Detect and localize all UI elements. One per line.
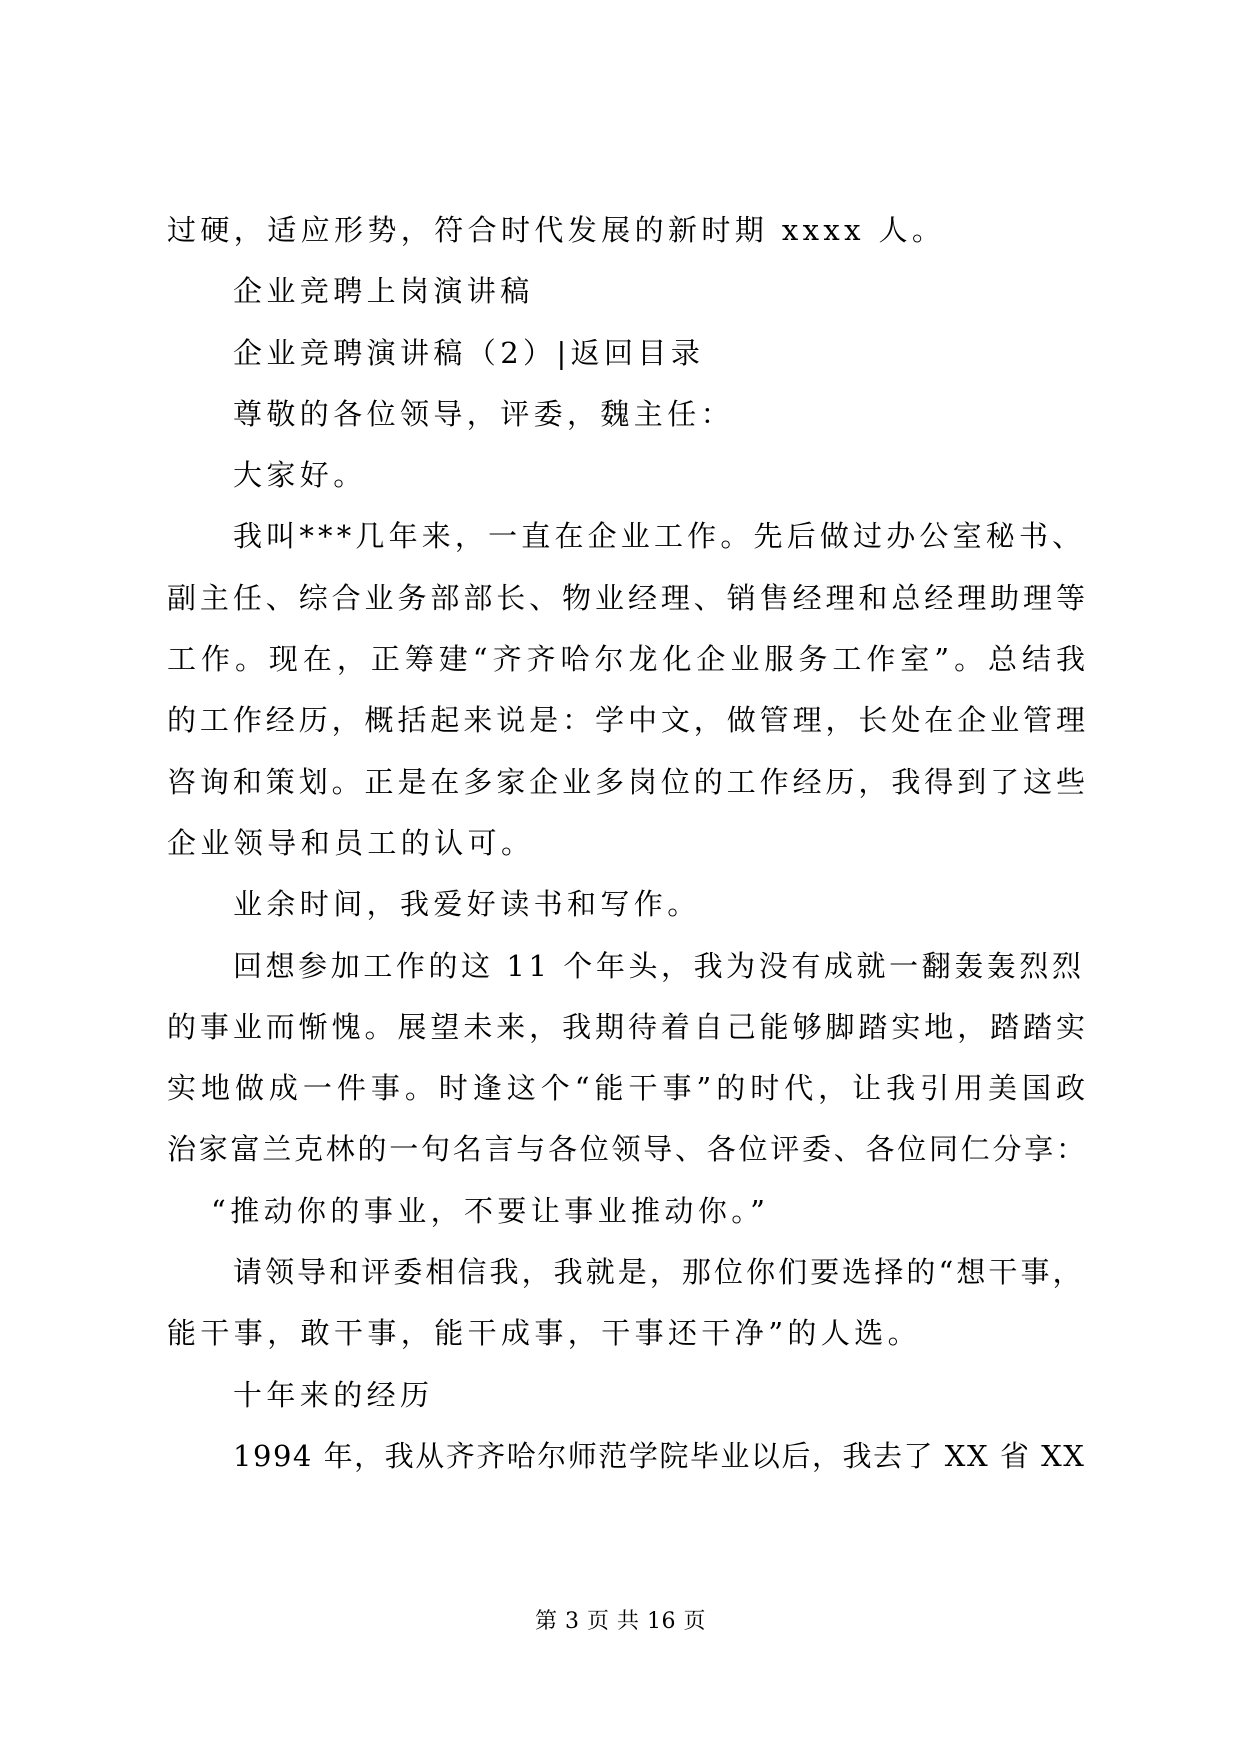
text-line: 工作。现在，正筹建“齐齐哈尔龙化企业服务工作室”。总结我 <box>167 642 1085 677</box>
quote-line: “推动你的事业，不要让事业推动你。” <box>211 1193 770 1228</box>
text-line: 咨询和策划。正是在多家企业多岗位的工作经历，我得到了这些 <box>167 764 1085 799</box>
text-line: 实地做成一件事。时逢这个“能干事”的时代，让我引用美国政 <box>167 1071 1085 1106</box>
text-line: 的事业而惭愧。展望未来，我期待着自己能够脚踏实地，踏踏实 <box>167 1009 1085 1044</box>
text-line: 能干事，敢干事，能干成事，干事还干净”的人选。 <box>167 1316 922 1351</box>
page-footer <box>0 1604 1241 1635</box>
text-line: 1994 年，我从齐齐哈尔师范学院毕业以后，我去了 XX 省 XX <box>233 1438 1086 1473</box>
text-line: 我叫***几年来，一直在企业工作。先后做过办公室秘书、 <box>233 519 1086 554</box>
text-line: 企业领导和员工的认可。 <box>167 825 535 860</box>
text-line: 请领导和评委相信我，我就是，那位你们要选择的“想干事， <box>233 1255 1085 1290</box>
text-line: 大家好。 <box>233 458 367 493</box>
page-number-label: 第 3 页 共 16 页 <box>535 1609 706 1634</box>
text-line: 企业竞聘演讲稿（2）|返回目录 <box>233 335 705 370</box>
text-line: 业余时间，我爱好读书和写作。 <box>233 887 701 922</box>
text-line: 治家富兰克林的一句名言与各位领导、各位评委、各位同仁分享： <box>167 1132 1085 1167</box>
text-line: 尊敬的各位领导，评委，魏主任： <box>233 396 735 431</box>
section-heading: 十年来的经历 <box>233 1377 434 1412</box>
document-body <box>167 200 1085 1487</box>
text-line: 副主任、综合业务部部长、物业经理、销售经理和总经理助理等 <box>167 580 1085 615</box>
text-line: 回想参加工作的这 11 个年头，我为没有成就一翻轰轰烈烈 <box>233 948 1085 983</box>
text-line: 过硬，适应形势，符合时代发展的新时期 xxxx 人。 <box>167 213 946 247</box>
text-line: 企业竞聘上岗演讲稿 <box>233 274 534 309</box>
text-line: 的工作经历，概括起来说是：学中文，做管理，长处在企业管理 <box>167 703 1085 738</box>
